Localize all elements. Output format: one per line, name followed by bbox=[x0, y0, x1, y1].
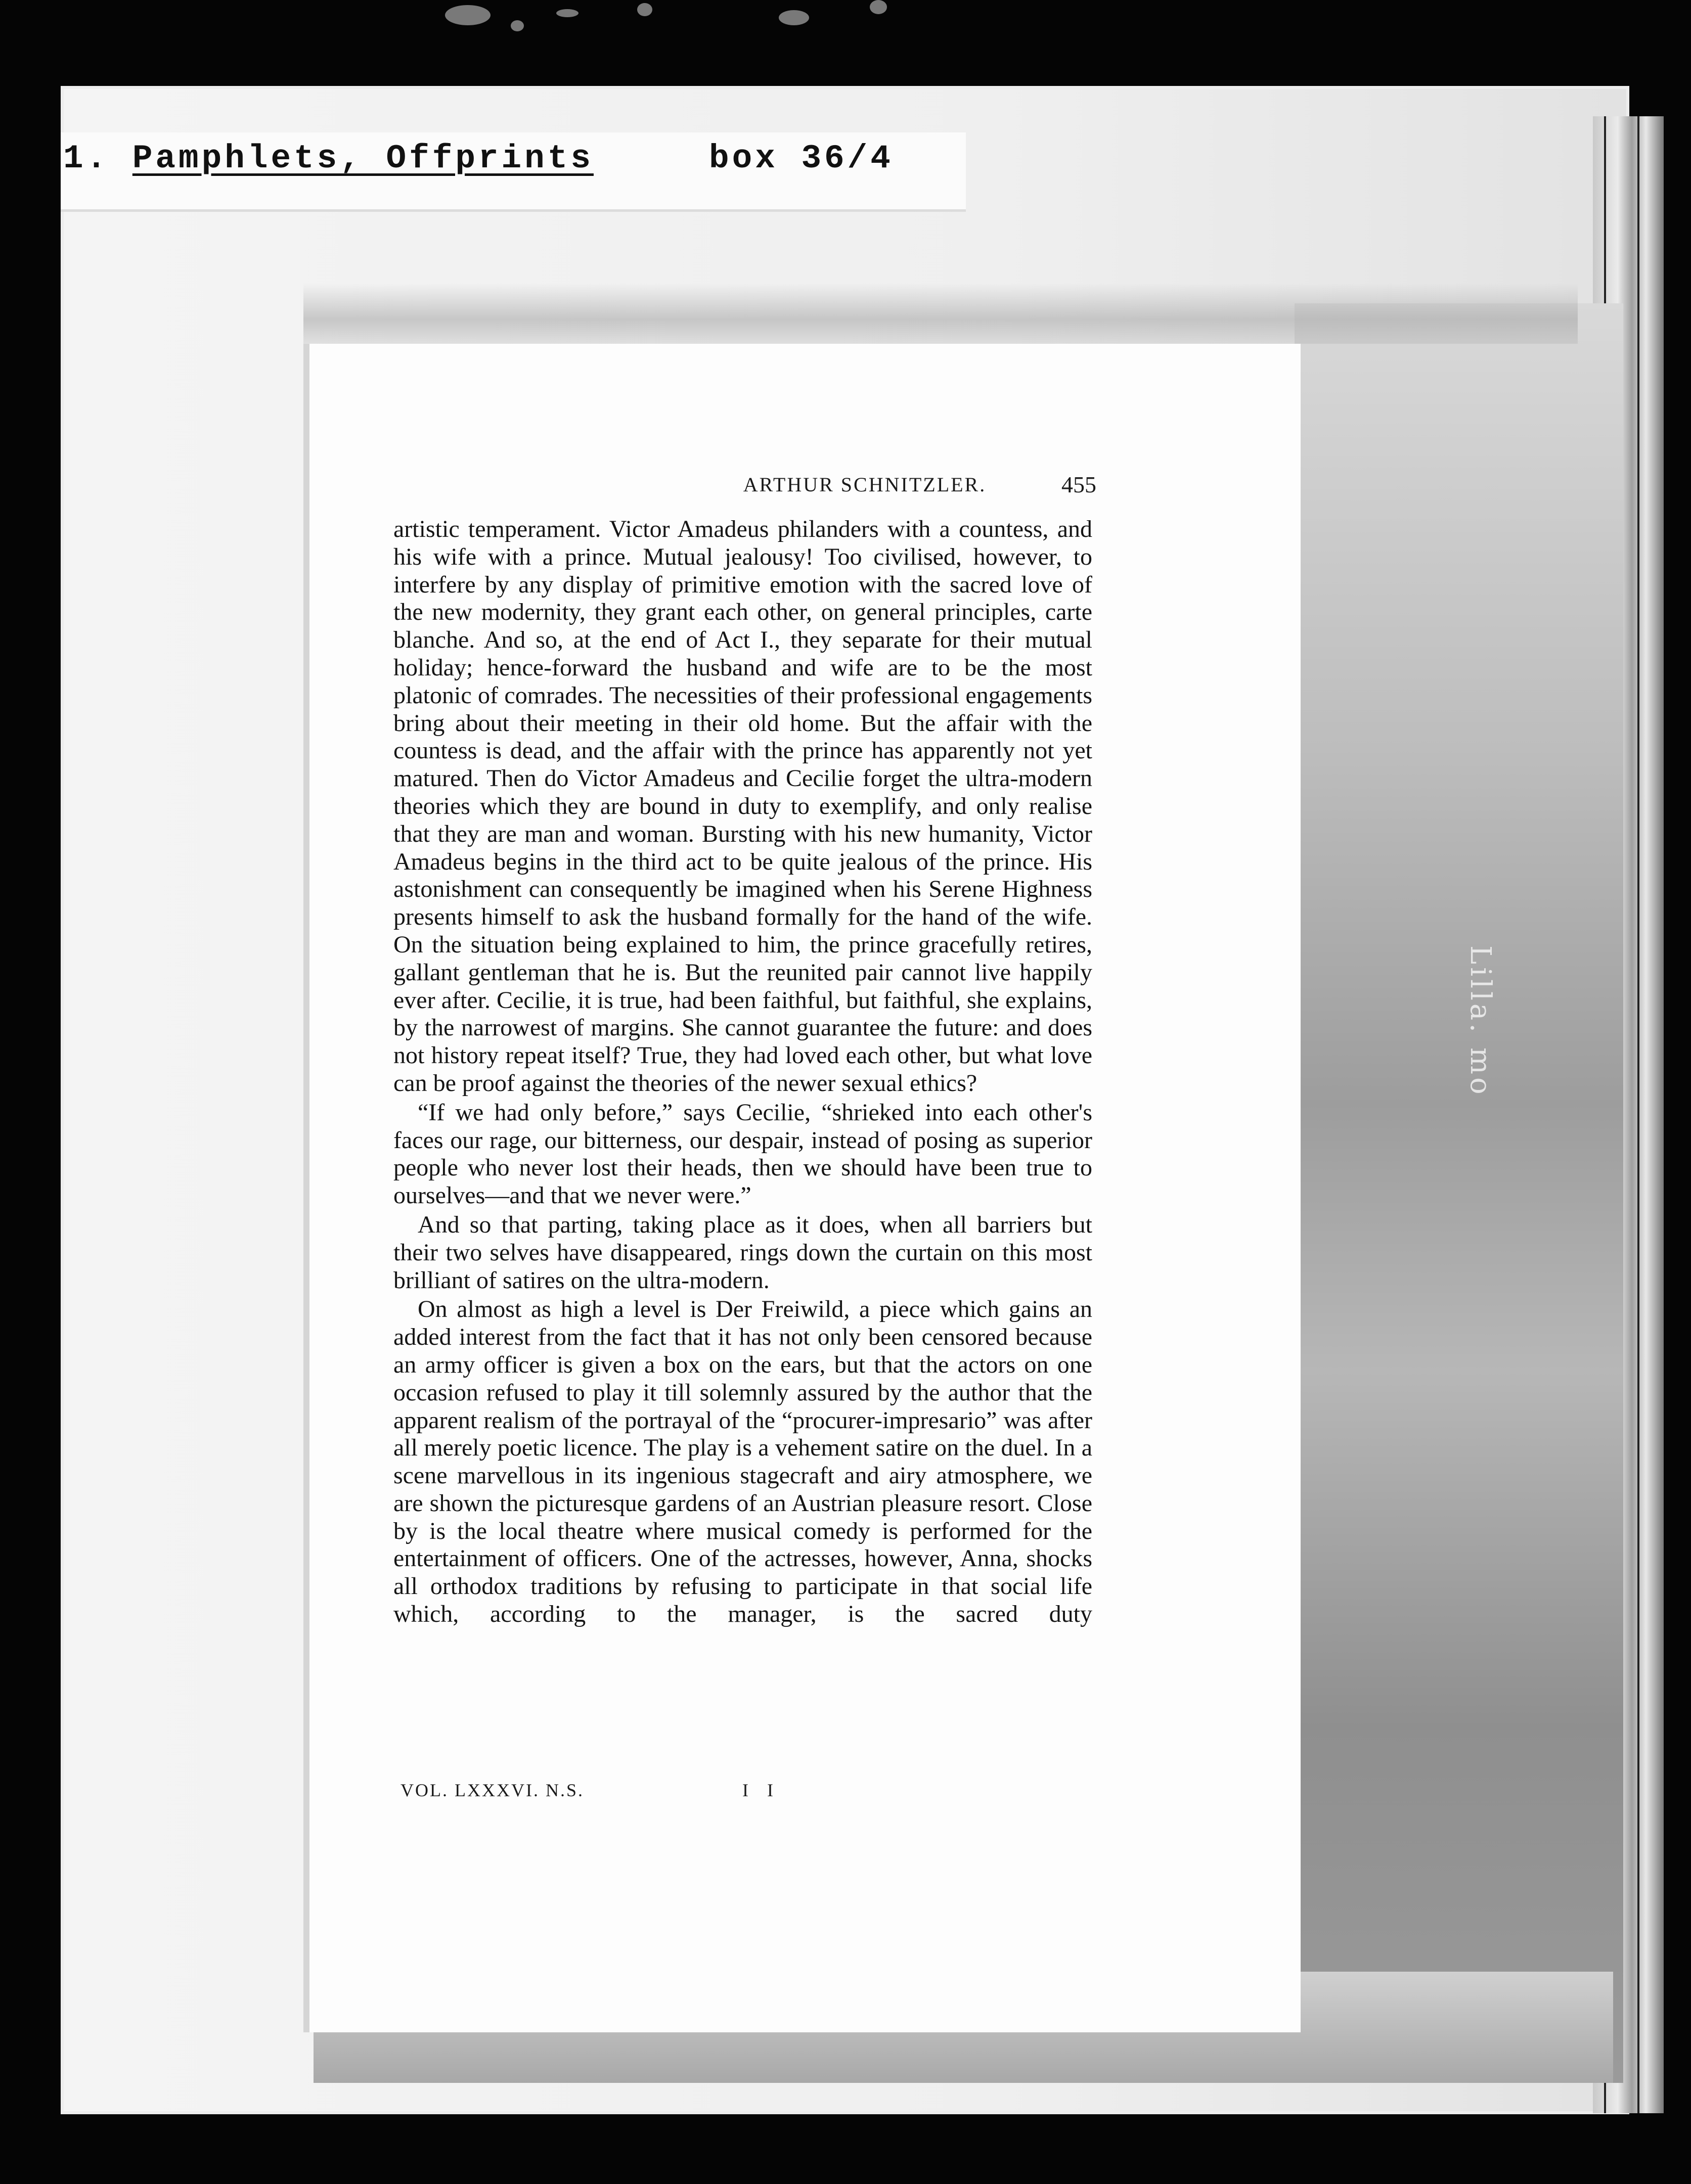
footer-signature: I I bbox=[742, 1780, 780, 1800]
label-series: Pamphlets, Offprints bbox=[132, 140, 594, 177]
dust-speck bbox=[511, 20, 524, 31]
paragraph: artistic temperament. Victor Amadeus philanders with a countess, and his wife with a prince. Mutual jealousy! Too civilised, however, to interfere by any display of primitive emotion with the sacred love of the new modernity, they grant each other, on general principles, carte blanche. And so, at the end of Act I., they separate for their mutual holiday; hence-forward the husband and wife are to be the most platonic of comrades. The necessities of their professional engagements bring about their meeting in their old home. But the affair with the countess is dead, and the affair with the prince has apparently not yet matured. Then do Victor Amadeus and Cecilie forget the ultra-modern theories which they are bound in duty to exemplify, and only realise that they are man and woman. Bursting with his new humanity, Victor Amadeus begins in the third act to be quite jealous of the prince. His astonishment can consequently be imagined when his Serene Highness presents himself to ask the husband formally for the hand of the wife. On the situation being explained to him, the prince gracefully retires, gallant gentleman that he is. But the reunited pair cannot live happily ever after. Cecilie, it is true, had been faithful, but faithful, she explains, by the narrowest of margins. She cannot guarantee the future: and does not history repeat itself? True, they had loved each other, but what love can be proof against the theories of the newer sexual ethics? bbox=[393, 516, 1092, 1097]
label-number: 1. bbox=[63, 140, 110, 177]
underlying-sheet-top bbox=[303, 283, 1578, 344]
paragraph: And so that parting, taking place as it does, when all barriers but their two selves have disappeared, rings down the curtain on this most brilliant of satires on the ultra-modern. bbox=[393, 1211, 1092, 1294]
dust-speck bbox=[870, 0, 887, 14]
paragraph: On almost as high a level is Der Freiwild, a piece which gains an added interest from the fact that it has not only been censored because an army officer is given a box on the ears, but that the actors on one occasion refused to play it till solemnly assured by the author that the apparent realism of the portrayal of the “procurer-impresario” was after all merely poetic licence. The play is a vehement satire on the duel. In a scene marvellous in its ingenious stagecraft and airy atmosphere, we are shown the picturesque gardens of an Austrian pleasure resort. Close by is the local theatre where musical comedy is performed for the entertainment of officers. One of the actresses, however, Anna, shocks all orthodox traditions by refusing to participate in that social life which, according to the manager, is the sacred duty bbox=[393, 1296, 1092, 1628]
label-box: box 36/4 bbox=[709, 140, 894, 177]
paragraph: “If we had only before,” says Cecilie, “shrieked into each other's faces our rage, our bitterness, our despair, instead of posing as superior people who never lost their heads, then we should have been true to ourselves—and that we never were.” bbox=[393, 1099, 1092, 1209]
page-footer bbox=[393, 1780, 1092, 1810]
underlying-sheet bbox=[1295, 303, 1623, 2083]
page-number: 455 bbox=[1061, 472, 1096, 497]
dust-speck bbox=[779, 10, 809, 25]
dust-speck bbox=[556, 9, 579, 17]
running-head: ARTHUR SCHNITZLER. bbox=[743, 473, 987, 496]
folder-edge-line bbox=[1637, 116, 1639, 2113]
pencil-annotation: Lilla. mo bbox=[1464, 945, 1497, 1098]
archive-label bbox=[63, 140, 894, 180]
dust-speck bbox=[445, 5, 491, 25]
footer-volume: VOL. LXXXVI. N.S. bbox=[401, 1780, 584, 1800]
dust-speck bbox=[637, 3, 652, 16]
body-text bbox=[393, 516, 1092, 1790]
